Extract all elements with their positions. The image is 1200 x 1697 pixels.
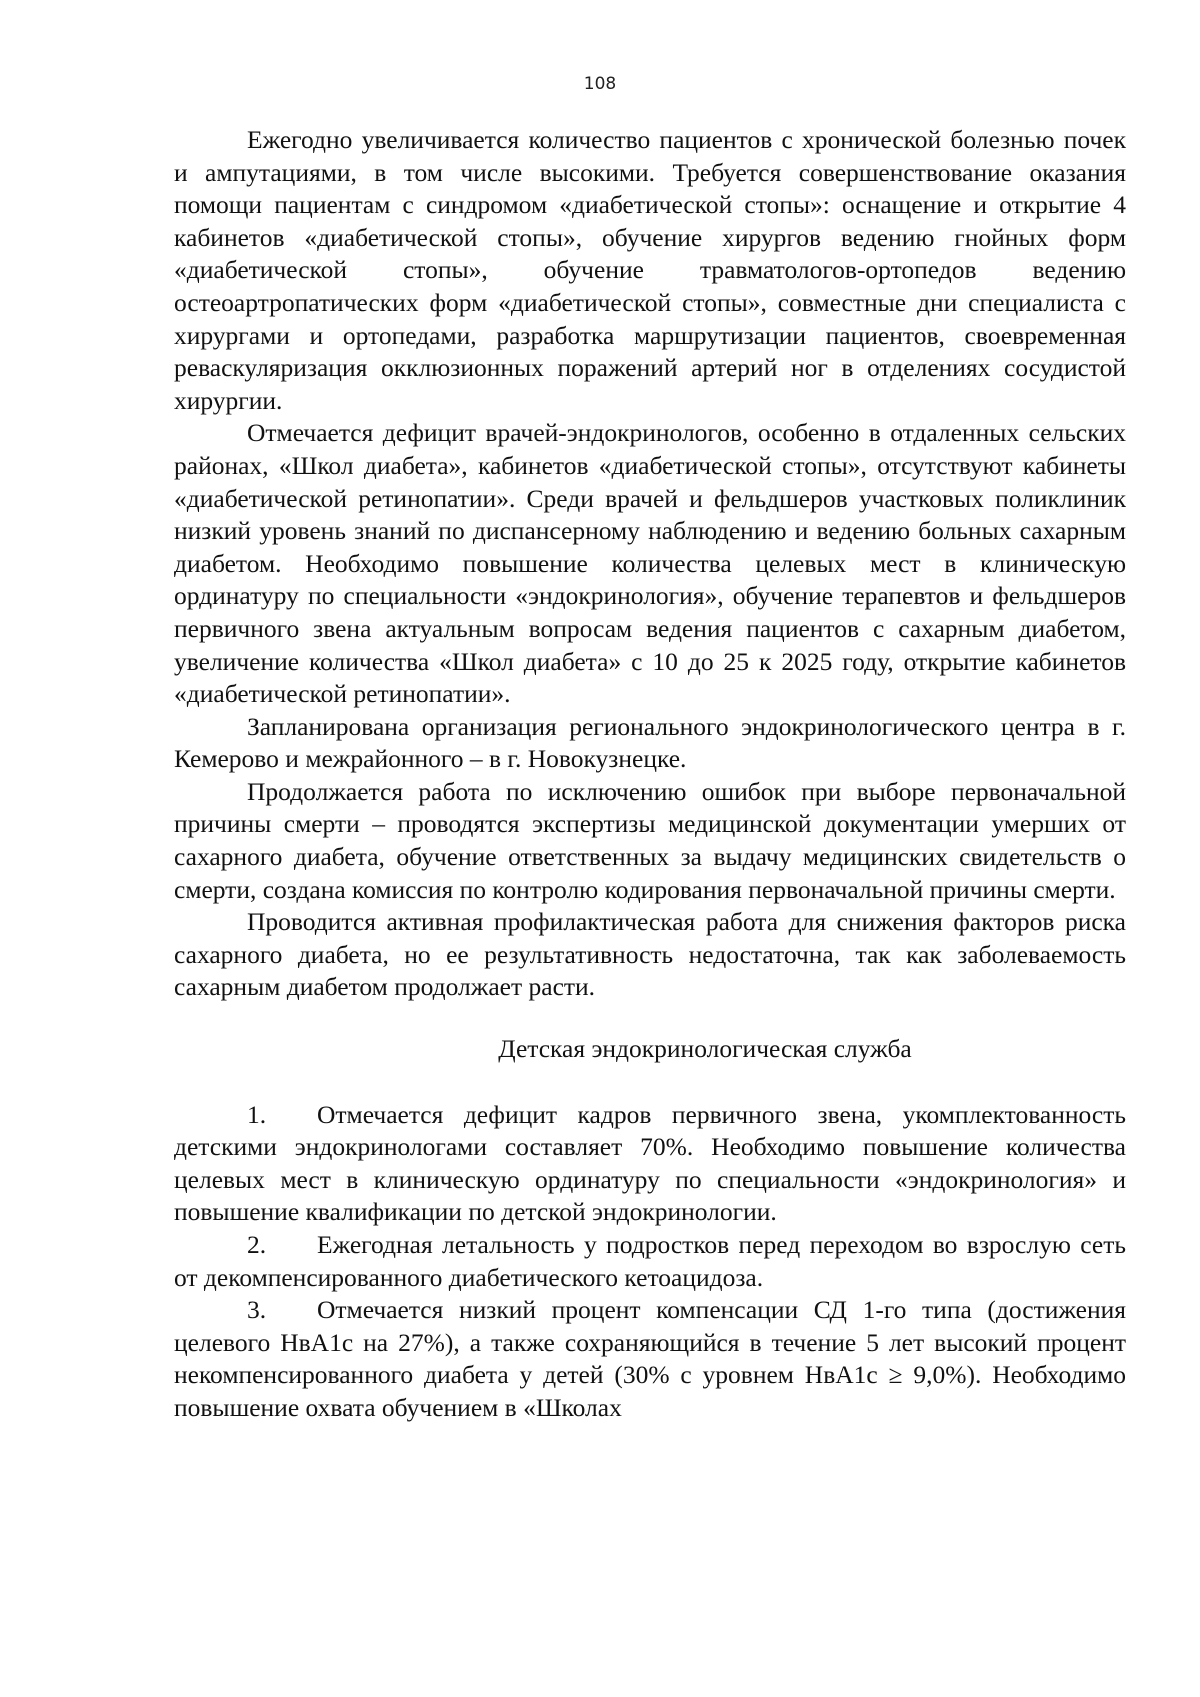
section-title: Детская эндокринологическая служба: [498, 1034, 912, 1064]
page-number: 108: [583, 74, 617, 94]
list-item: [174, 1099, 1126, 1229]
paragraph-endocrinologist-deficit: Отмечается дефицит врачей-эндокринологов, особенно в отдаленных сельских районах, «Школ диабета», кабинетов «диабетической стопы», отсутствуют кабинеты «диабетической ретинопатии». Среди врачей и фельдшеров участковых поликлиник низкий уровень знаний по диспансерному наблюдению и ведению больных сахарным диабетом. Необходимо повышение количества целевых мест в клиническую ординатуру по специальности «эндокринология», обучение терапевтов и фельдшеров первичного звена актуальным вопросам ведения пациентов с сахарным диабетом, увеличение количества «Школ диабета» с 10 до 25 к 2025 году, открытие кабинетов «диабетической ретинопатии».: [174, 418, 1126, 709]
list-item-number: 2.: [247, 1230, 267, 1259]
list-item-text: Отмечается дефицит кадров первичного звена, укомплектованность детскими эндокринологами составляет 70%. Необходимо повышение количества целевых мест в клиническую ординатуру по специальности «эндокринология» и повышение квалификации по детской эндокринологии.: [174, 1099, 1126, 1227]
list-item-number: 3.: [247, 1295, 267, 1325]
paragraph-death-cause: Продолжается работа по исключению ошибок при выборе первоначальной причины смерти – проводятся экспертизы медицинской документации умерших от сахарного диабета, обучение ответственных за выдачу медицинских свидетельств о смерти, создана комиссия по контролю кодирования первоначальной причины смерти.: [174, 776, 1126, 904]
list-item: [174, 1294, 1126, 1424]
list-item: [174, 1229, 1126, 1294]
paragraph-prevention: Проводится активная профилактическая работа для снижения факторов риска сахарного диабета, но ее результативность недостаточна, так как заболеваемость сахарным диабетом продолжает расти.: [174, 907, 1126, 1002]
paragraph-regional-center: Запланирована организация регионального эндокринологического центра в г. Кемерово и межрайонного – в г. Новокузнецке.: [174, 711, 1126, 774]
list-item-text: Ежегодная летальность у подростков перед переходом во взрослую сеть от декомпенсированного диабетического кетоацидоза.: [174, 1230, 1126, 1292]
numbered-list: [174, 1099, 1126, 1425]
list-item-text: Отмечается низкий процент компенсации СД 1-го типа (достижения целевого НвА1с на 27%), а также сохраняющийся в течение 5 лет высокий процент некомпенсированного диабета у детей (30% с уровнем НвА1с ≥ 9,0%). Необходимо повышение охвата обучением в «Школах: [174, 1295, 1126, 1422]
list-item-number: 1.: [247, 1099, 267, 1129]
document-body: [174, 124, 1126, 1425]
paragraph-diabetic-foot: Ежегодно увеличивается количество пациентов с хронической болезнью почек и ампутациями, в том числе высокими. Требуется совершенствование оказания помощи пациентам с синдромом «диабетической стопы»: оснащение и открытие 4 кабинетов «диабетической стопы», обучение хирургов ведению гнойных форм «диабетической стопы», обучение травматологов-ортопедов ведению остеоартропатических форм «диабетической стопы», совместные дни специалиста с хирургами и ортопедами, разработка маршрутизации пациентов, своевременная реваскуляризация окклюзионных поражений артерий ног в отделениях сосудистой хирургии.: [174, 125, 1126, 415]
